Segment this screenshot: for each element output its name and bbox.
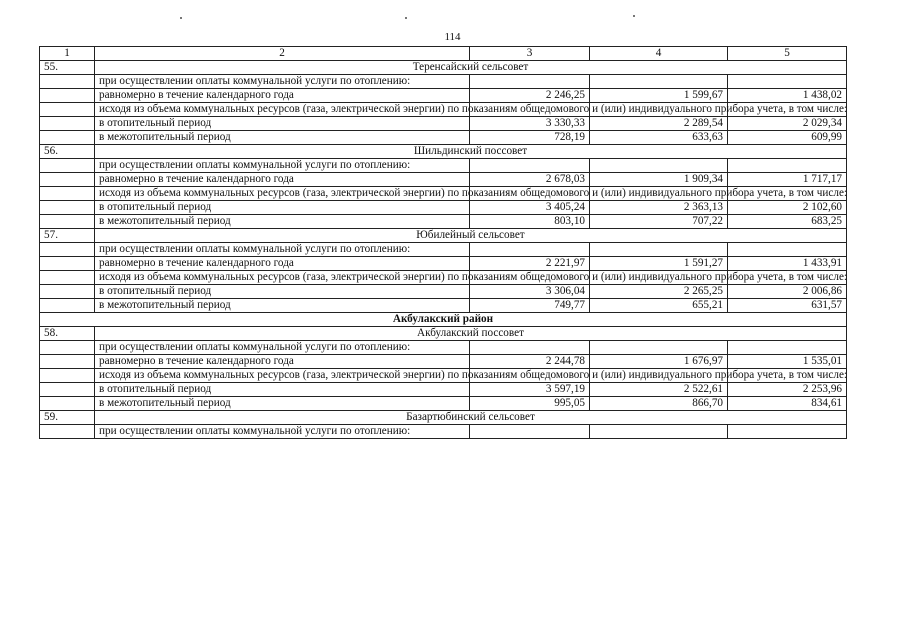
table-row	[40, 173, 847, 187]
row-description: при осуществлении оплаты коммунальной услуги по отоплению:	[95, 75, 470, 89]
table-row	[40, 243, 847, 257]
column-header-3: 3	[470, 47, 590, 61]
table-row	[40, 355, 847, 369]
settlement-name: Юбилейный сельсовет	[95, 229, 847, 243]
value-col3	[470, 159, 590, 173]
row-description: исходя из объема коммунальных ресурсов (газа, электрической энергии) по показаниям общедомового и (или) индивидуального прибора учета, в том числе:	[95, 271, 470, 285]
row-number-cell	[40, 201, 95, 215]
settlement-name: Базартюбинский сельсовет	[95, 411, 847, 425]
row-number-cell	[40, 355, 95, 369]
row-number: 57.	[40, 229, 95, 243]
row-number-cell	[40, 369, 95, 383]
row-number: 55.	[40, 61, 95, 75]
value-col3	[470, 341, 590, 355]
value-col5: 1 535,01	[728, 355, 847, 369]
value-col4: 2 265,25	[590, 285, 728, 299]
row-description: исходя из объема коммунальных ресурсов (газа, электрической энергии) по показаниям общедомового и (или) индивидуального прибора учета, в том числе:	[95, 187, 470, 201]
value-col3: 803,10	[470, 215, 590, 229]
row-description: в отопительный период	[95, 383, 470, 397]
value-col5: 2 029,34	[728, 117, 847, 131]
row-description: в межотопительный период	[95, 397, 470, 411]
value-col3: 995,05	[470, 397, 590, 411]
value-col3: 3 306,04	[470, 285, 590, 299]
value-col3: 3 597,19	[470, 383, 590, 397]
row-number-cell	[40, 159, 95, 173]
row-description: при осуществлении оплаты коммунальной услуги по отоплению:	[95, 159, 470, 173]
row-number-cell	[40, 187, 95, 201]
settlement-name: Акбулакский поссовет	[95, 327, 847, 341]
table-row	[40, 257, 847, 271]
row-description: в отопительный период	[95, 117, 470, 131]
table-row	[40, 215, 847, 229]
value-col3: 3 330,33	[470, 117, 590, 131]
tariff-table	[39, 46, 847, 439]
value-col3: 2 246,25	[470, 89, 590, 103]
value-col4: 1 599,67	[590, 89, 728, 103]
section-row	[40, 61, 847, 75]
row-number-cell	[40, 173, 95, 187]
row-number-cell	[40, 341, 95, 355]
row-number-cell	[40, 243, 95, 257]
table-row	[40, 187, 847, 201]
value-col4	[590, 341, 728, 355]
row-number-cell	[40, 131, 95, 145]
value-col5	[728, 243, 847, 257]
row-number-cell	[40, 383, 95, 397]
value-col3	[470, 425, 590, 439]
value-col4: 2 522,61	[590, 383, 728, 397]
section-row	[40, 145, 847, 159]
section-row	[40, 229, 847, 243]
row-number-cell	[40, 103, 95, 117]
row-description: исходя из объема коммунальных ресурсов (газа, электрической энергии) по показаниям общедомового и (или) индивидуального прибора учета, в том числе:	[95, 369, 470, 383]
value-col4	[590, 159, 728, 173]
row-number: 59.	[40, 411, 95, 425]
row-description: в межотопительный период	[95, 131, 470, 145]
value-col3: 728,19	[470, 131, 590, 145]
column-header-5: 5	[728, 47, 847, 61]
table-row	[40, 285, 847, 299]
row-description: в отопительный период	[95, 201, 470, 215]
value-col4: 1 591,27	[590, 257, 728, 271]
value-col4: 2 363,13	[590, 201, 728, 215]
value-col3: 2 244,78	[470, 355, 590, 369]
value-col4: 866,70	[590, 397, 728, 411]
row-number-cell	[40, 271, 95, 285]
row-number-cell	[40, 299, 95, 313]
row-number-cell	[40, 425, 95, 439]
table-row	[40, 369, 847, 383]
table-row	[40, 383, 847, 397]
table-row	[40, 131, 847, 145]
value-col5	[728, 75, 847, 89]
scan-speck	[633, 15, 635, 17]
value-col4	[590, 75, 728, 89]
row-description: равномерно в течение календарного года	[95, 173, 470, 187]
settlement-name: Теренсайский сельсовет	[95, 61, 847, 75]
value-col3	[470, 75, 590, 89]
row-number-cell	[40, 89, 95, 103]
row-number-cell	[40, 117, 95, 131]
header-row	[40, 47, 847, 61]
scan-speck	[405, 17, 407, 19]
value-col4	[590, 425, 728, 439]
value-col4: 707,22	[590, 215, 728, 229]
value-col5: 2 253,96	[728, 383, 847, 397]
value-col5	[728, 425, 847, 439]
value-col5: 834,61	[728, 397, 847, 411]
table-row	[40, 341, 847, 355]
value-col4: 1 676,97	[590, 355, 728, 369]
value-col4: 655,21	[590, 299, 728, 313]
section-row	[40, 411, 847, 425]
row-description: равномерно в течение календарного года	[95, 89, 470, 103]
value-col5: 2 102,60	[728, 201, 847, 215]
column-header-2: 2	[95, 47, 470, 61]
row-description: при осуществлении оплаты коммунальной услуги по отоплению:	[95, 425, 470, 439]
value-col3: 3 405,24	[470, 201, 590, 215]
table-row	[40, 425, 847, 439]
section-row	[40, 327, 847, 341]
table-row	[40, 397, 847, 411]
row-number-cell	[40, 257, 95, 271]
table-row	[40, 103, 847, 117]
row-description: при осуществлении оплаты коммунальной услуги по отоплению:	[95, 243, 470, 257]
row-description: в межотопительный период	[95, 299, 470, 313]
row-number-cell	[40, 397, 95, 411]
row-description: равномерно в течение календарного года	[95, 355, 470, 369]
row-number: 56.	[40, 145, 95, 159]
table-row	[40, 271, 847, 285]
value-col5	[728, 341, 847, 355]
row-description: при осуществлении оплаты коммунальной услуги по отоплению:	[95, 341, 470, 355]
value-col4: 1 909,34	[590, 173, 728, 187]
district-row	[40, 313, 847, 327]
table-row	[40, 75, 847, 89]
row-description: исходя из объема коммунальных ресурсов (газа, электрической энергии) по показаниям общедомового и (или) индивидуального прибора учета, в том числе:	[95, 103, 470, 117]
column-header-4: 4	[590, 47, 728, 61]
table-row	[40, 117, 847, 131]
value-col4: 2 289,54	[590, 117, 728, 131]
row-description: равномерно в течение календарного года	[95, 257, 470, 271]
row-description: в отопительный период	[95, 285, 470, 299]
page-number: 114	[444, 31, 461, 43]
value-col5: 609,99	[728, 131, 847, 145]
value-col5: 2 006,86	[728, 285, 847, 299]
value-col3: 2 678,03	[470, 173, 590, 187]
value-col3: 2 221,97	[470, 257, 590, 271]
value-col4	[590, 243, 728, 257]
settlement-name: Шильдинский поссовет	[95, 145, 847, 159]
table-row	[40, 299, 847, 313]
value-col4: 633,63	[590, 131, 728, 145]
district-name: Акбулакский район	[40, 313, 847, 327]
value-col3: 749,77	[470, 299, 590, 313]
value-col3	[470, 243, 590, 257]
scan-speck	[180, 17, 182, 19]
column-header-1: 1	[40, 47, 95, 61]
value-col5: 683,25	[728, 215, 847, 229]
row-description: в межотопительный период	[95, 215, 470, 229]
row-number: 58.	[40, 327, 95, 341]
row-number-cell	[40, 285, 95, 299]
value-col5: 1 717,17	[728, 173, 847, 187]
value-col5: 1 438,02	[728, 89, 847, 103]
value-col5: 1 433,91	[728, 257, 847, 271]
value-col5	[728, 159, 847, 173]
table-row	[40, 89, 847, 103]
table-row	[40, 201, 847, 215]
row-number-cell	[40, 215, 95, 229]
row-number-cell	[40, 75, 95, 89]
table-row	[40, 159, 847, 173]
value-col5: 631,57	[728, 299, 847, 313]
